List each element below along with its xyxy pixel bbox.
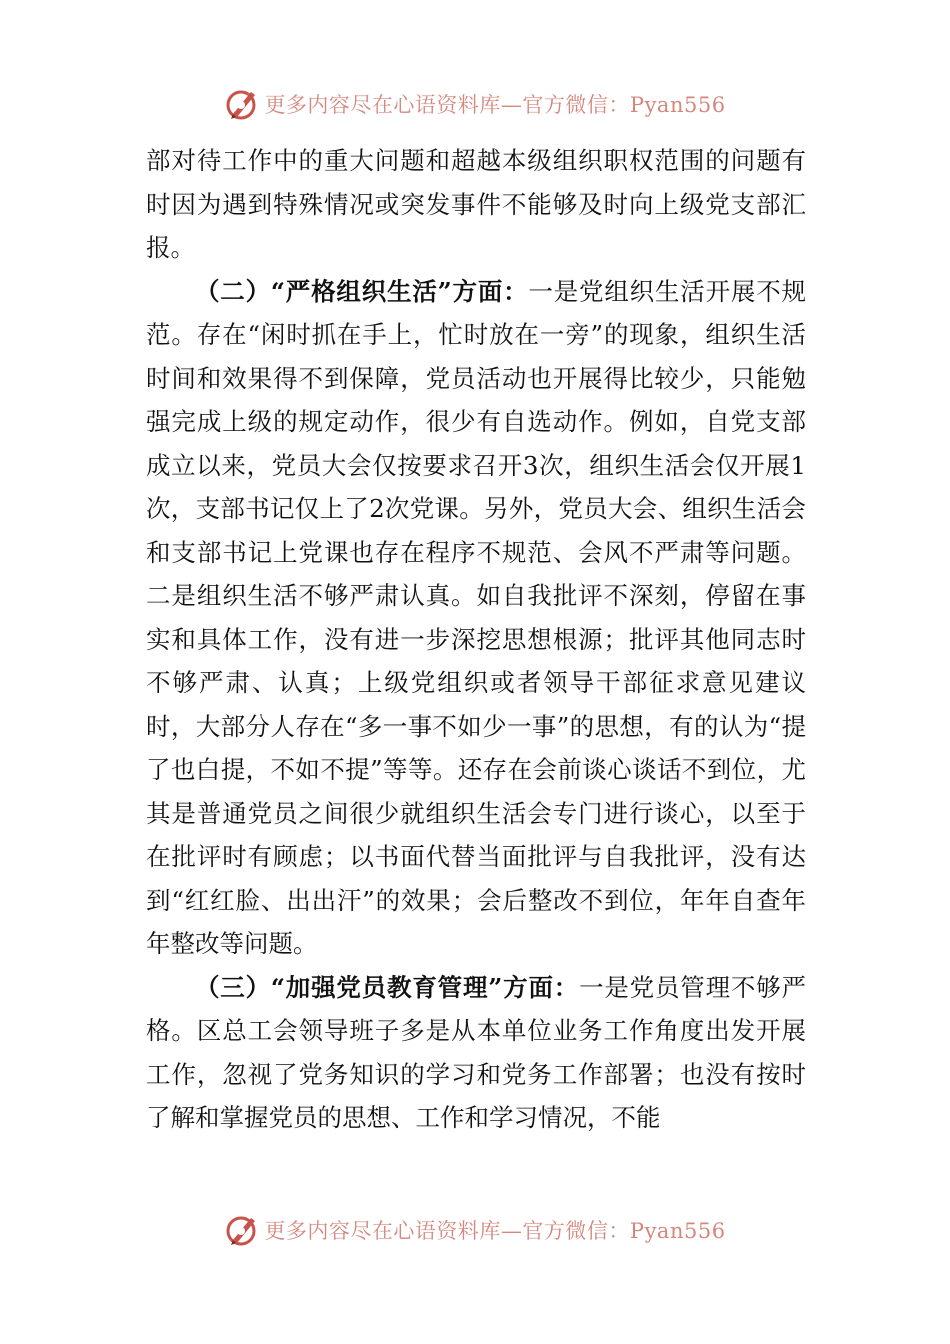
paragraph-text: 部对待工作中的重大问题和超越本级组织职权范围的问题有时因为遇到特殊情况或突发事件不能够及时向上级党支部汇报。 (146, 146, 806, 262)
paragraph-section-2 (146, 270, 806, 966)
paragraph-continuation (146, 139, 806, 270)
section-heading-strict-organizational-life: （二）“严格组织生活”方面： (195, 276, 529, 306)
document-body (146, 139, 806, 1140)
header-watermark-banner (0, 82, 950, 126)
footer-watermark-banner (0, 1208, 950, 1252)
pen-seal-logo-icon (224, 86, 260, 122)
paragraph-section-3 (146, 966, 806, 1140)
pen-seal-logo-icon (224, 1212, 260, 1248)
paragraph-text: 一是党组织生活开展不规范。存在“闲时抓在手上，忙时放在一旁”的现象，组织生活时间和效果得不到保障，党员活动也开展得比较少，只能勉强完成上级的规定动作，很少有自选动作。例如，自党支部成立以来，党员大会仅按要求召开3次，组织生活会仅开展1次，支部书记仅上了2次党课。另外，党员大会、组织生活会和支部书记上党课也存在程序不规范、会风不严肃等问题。二是组织生活不够严肃认真。如自我批评不深刻，停留在事实和具体工作，没有进一步深挖思想根源；批评其他同志时不够严肃、认真；上级党组织或者领导干部征求意见建议时，大部分人存在“多一事不如少一事”的思想，有的认为“提了也白提，不如不提”等等。还存在会前谈心谈话不到位，尤其是普通党员之间很少就组织生活会专门进行谈心，以至于在批评时有顾虑；以书面代替当面批评与自我批评，没有达到“红红脸、出出汗”的效果；会后整改不到位，年年自查年年整改等问题。 (146, 276, 806, 958)
paragraph-text: 一是党员管理不够严格。区总工会领导班子多是从本单位业务工作角度出发开展工作，忽视了党务知识的学习和党务工作部署；也没有按时了解和掌握党员的思想、工作和学习情况，不能 (146, 972, 806, 1132)
watermark-text: 更多内容尽在心语资料库—官方微信：Pyan556 (264, 1219, 726, 1243)
watermark-text: 更多内容尽在心语资料库—官方微信：Pyan556 (264, 93, 726, 117)
section-heading-member-education-management: （三）“加强党员教育管理”方面： (195, 972, 580, 1002)
